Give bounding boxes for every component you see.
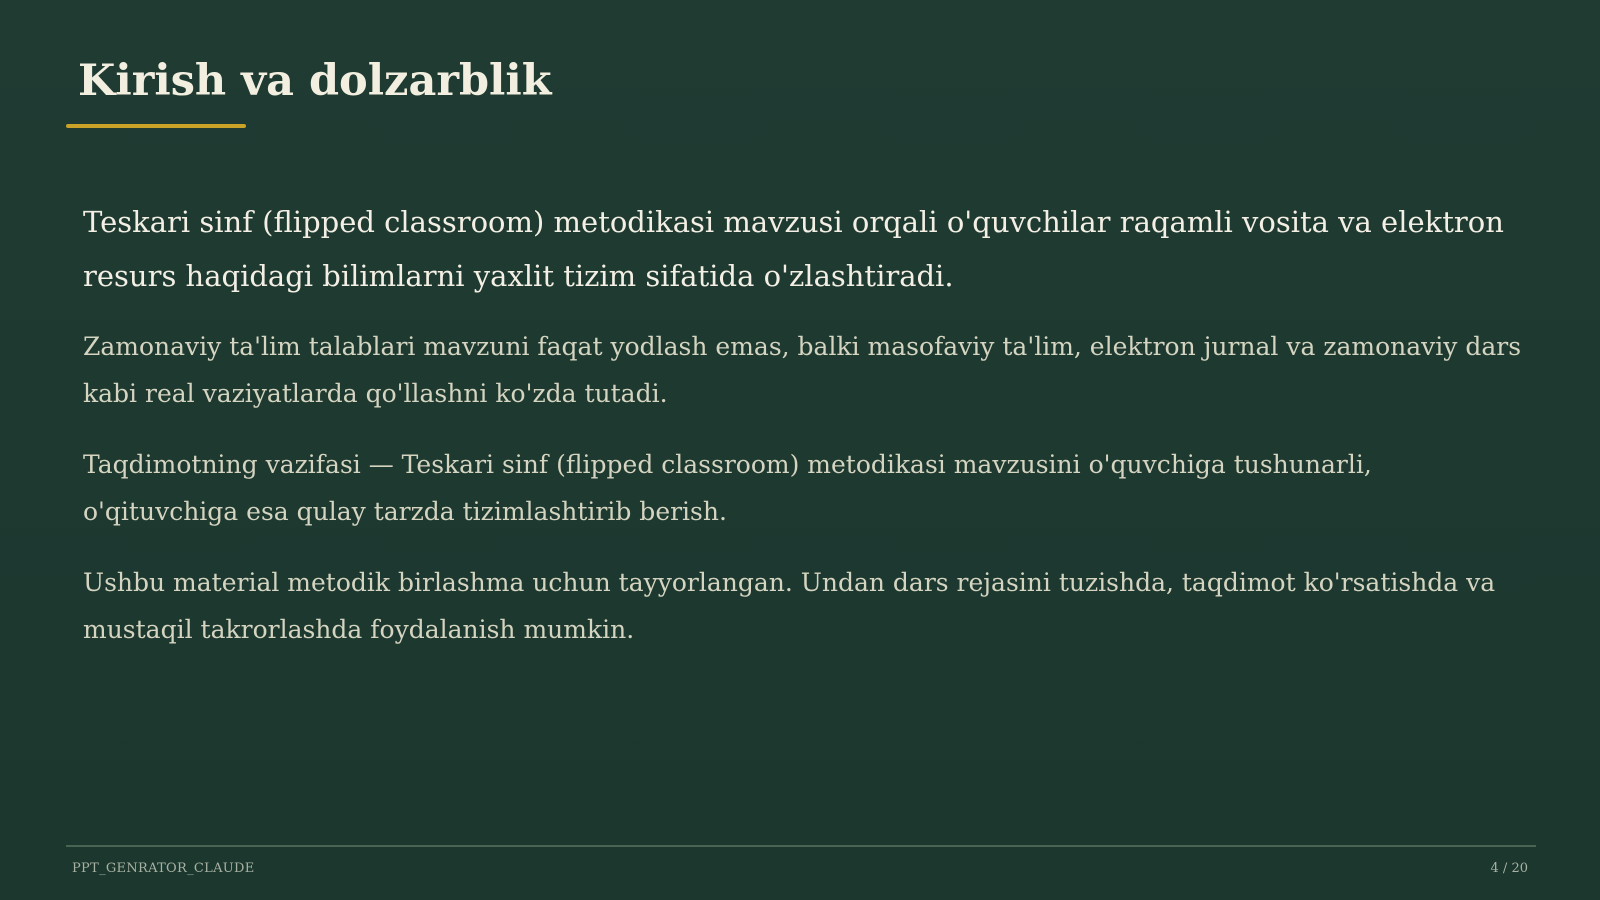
page-number: 4 / 20: [1490, 861, 1528, 876]
body-paragraph-1: Zamonaviy ta'lim talablari mavzuni faqat yodlash emas, balki masofaviy ta'lim, elektron jurnal va zamonaviy dars kabi real vaziyatlarda qo'llashni ko'zda tutadi.: [83, 332, 1522, 408]
title-underline: [66, 124, 246, 128]
lead-paragraph: Teskari sinf (flipped classroom) metodikasi mavzusi orqali o'quvchilar raqamli vosita va elektron resurs haqidagi bilimlarni yaxlit tizim sifatida o'zlashtiradi.: [83, 205, 1504, 293]
slide-title: Kirish va dolzarblik: [78, 56, 552, 106]
body-paragraph-2: Taqdimotning vazifasi — Teskari sinf (flipped classroom) metodikasi mavzusini o'quvchiga tushunarli, o'qituvchiga esa qulay tarzda tizimlashtirib berish.: [83, 450, 1372, 526]
body-paragraph-3: Ushbu material metodik birlashma uchun tayyorlangan. Undan dars rejasini tuzishda, taqdimot ko'rsatishda va mustaqil takrorlashda foydalanish mumkin.: [83, 568, 1496, 644]
slide-content: [83, 195, 1523, 677]
footer-divider: [66, 845, 1536, 847]
footer-source: PPT_GENRATOR_CLAUDE: [72, 861, 255, 876]
